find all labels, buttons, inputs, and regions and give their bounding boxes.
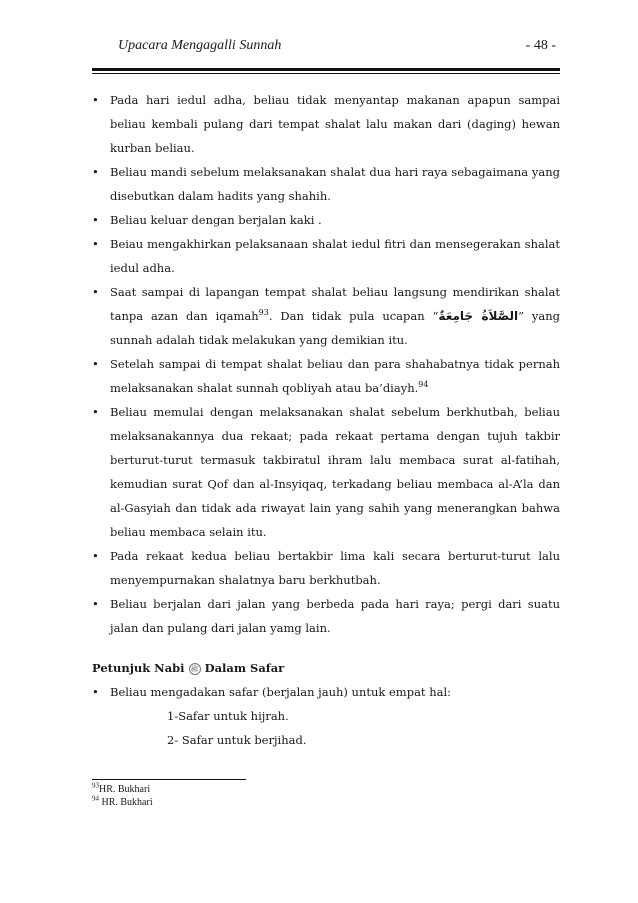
list-item-text: Beiau mengakhirkan pelaksanaan shalat iedul fitri dan mensegerakan shalat iedul adha. xyxy=(110,237,560,275)
bullet-icon: • xyxy=(92,357,99,371)
section-heading-text: Petunjuk Nabi xyxy=(92,661,185,675)
list-item-text: Pada hari iedul adha, beliau tidak menyantap makanan apapun sampai beliau kembali pulang dari tempat shalat lalu makan dari (daging) hewan kurban beliau. xyxy=(110,93,560,155)
bullet-icon: • xyxy=(92,405,99,419)
footnote xyxy=(92,796,392,809)
page-number: - 48 - xyxy=(525,38,556,53)
section-bullet-list xyxy=(92,680,560,704)
list-item-text: Beliau mengadakan safar (berjalan jauh) untuk empat hal: xyxy=(110,685,452,699)
list-item xyxy=(92,680,560,704)
list-item-text: Pada rekaat kedua beliau bertakbir lima kali secara berturut-turut lalu menyempurnakan shalatnya baru berkhutbah. xyxy=(110,549,560,587)
list-item xyxy=(92,592,560,640)
bullet-icon: • xyxy=(92,237,99,251)
list-item xyxy=(92,232,560,280)
bullet-icon: • xyxy=(92,285,99,299)
footnote-number: 94 xyxy=(92,794,99,803)
footnote-text: HR. Bukhari xyxy=(99,784,151,795)
footnote-ref: 93 xyxy=(258,308,269,318)
bullet-icon: • xyxy=(92,165,99,179)
bullet-icon: • xyxy=(92,213,99,227)
bullet-icon: • xyxy=(92,549,99,563)
main-content xyxy=(92,88,560,752)
footnote xyxy=(92,783,392,796)
list-item-text: Beliau berjalan dari jalan yang berbeda pada hari raya; pergi dari suatu jalan dan pulang dari jalan yamg lain. xyxy=(110,597,560,635)
list-item xyxy=(92,352,560,400)
sub-item: 1-Safar untuk hijrah. xyxy=(167,709,289,723)
list-item-text: Saat sampai di lapangan tempat shalat beliau langsung mendirikan shalat tanpa azan dan iqamah xyxy=(110,285,560,323)
sub-item: 2- Safar untuk berjihad. xyxy=(167,733,307,747)
bullet-icon: • xyxy=(92,597,99,611)
bullet-list xyxy=(92,88,560,640)
list-item xyxy=(92,208,560,232)
list-item xyxy=(92,160,560,208)
list-item xyxy=(92,88,560,160)
arabic-phrase: الصَّلاَةُ جَامِعَةٌ xyxy=(438,309,519,323)
list-item-text: . Dan tidak pula ucapan “ xyxy=(268,309,439,323)
footnote-divider xyxy=(92,779,246,780)
section-heading xyxy=(92,656,560,680)
list-item-text: Beliau memulai dengan melaksanakan shalat sebelum berkhutbah, beliau melaksanakannya dua rekaat; pada rekaat pertama dengan tujuh takbir berturut-turut termasuk takbiratul ihram lalu membaca surat al-fatihah, kemudian surat Qof dan al-Insyiqaq, terkadang beliau membaca al-A’la dan al-Gasyiah dan tidak ada riwayat lain yang sahih yang menerangkan bahwa beliau membaca selain itu. xyxy=(110,405,560,539)
header-rule-thin xyxy=(92,73,560,74)
salawat-seal-icon: ﷺ xyxy=(190,665,199,673)
bullet-icon: • xyxy=(92,685,99,699)
list-item xyxy=(92,280,560,352)
section-heading-text: Dalam Safar xyxy=(204,661,285,675)
footnote-text: HR. Bukhari xyxy=(99,797,153,808)
header-rule xyxy=(92,68,560,71)
bullet-icon: • xyxy=(92,93,99,107)
list-item-text: ” yang sunnah adalah tidak melakukan yang demikian itu. xyxy=(110,309,560,347)
list-item-text: Beliau keluar dengan berjalan kaki . xyxy=(110,213,322,227)
list-item xyxy=(92,544,560,592)
footnote-number: 93 xyxy=(92,781,99,790)
list-item xyxy=(92,400,560,544)
footnote-ref: 94 xyxy=(418,380,429,390)
list-item-text: Beliau mandi sebelum melaksanakan shalat dua hari raya sebagaimana yang disebutkan dalam hadits yang shahih. xyxy=(110,165,560,203)
section-spacer xyxy=(92,640,560,656)
list-item-text: Setelah sampai di tempat shalat beliau dan para shahabatnya tidak pernah melaksanakan shalat sunnah qobliyah atau ba’diayh. xyxy=(110,357,560,395)
page-header xyxy=(118,38,556,58)
footnotes xyxy=(92,783,392,809)
header-title: Upacara Mengagalli Sunnah xyxy=(118,38,282,53)
